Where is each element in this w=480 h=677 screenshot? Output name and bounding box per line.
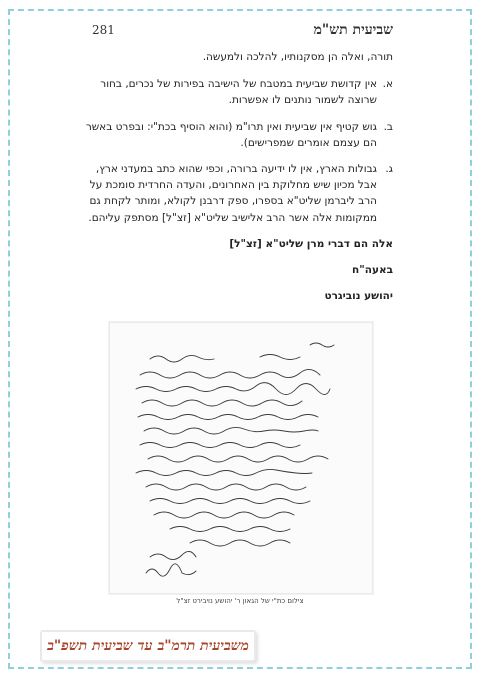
body-text (85, 49, 393, 314)
list-item (85, 119, 393, 151)
list-item-text: גוש קטיף אין שביעית ואין תרו"מ (והוא הוסיף בכת"י: ובפרט באשר הם עצמם אומרים שמפרישים). (85, 120, 377, 149)
list-item-letter: א. (382, 78, 393, 91)
handwriting-scribble (110, 323, 372, 593)
intro-paragraph: תורה, ואלה הן מסקנותיו, להלכה ולמעשה. (202, 51, 393, 63)
list-item (85, 161, 393, 226)
greeting: באעה"ח (352, 264, 393, 277)
list-item-letter: ג. (385, 163, 393, 176)
handwritten-letter-image (109, 322, 373, 594)
page-number: 281 (92, 23, 115, 37)
running-header-title: שביעית תש"מ (313, 22, 393, 38)
list-item-text: אין קדושת שביעית במטבח של הישיבה בפירות של נכרים, בחור שרוצה לשמור נותנים לו אפשרות. (100, 78, 377, 107)
footer-banner-text: משביעית תרמ"ב עד שביעית תשפ"ב (47, 637, 249, 654)
list-item (85, 76, 393, 108)
footer-banner (40, 630, 256, 662)
list-item-text: גבולות הארץ, אין לו ידיעה ברורה, וכפי שהוא כתב במעדני ארץ, אבל מכיון שיש מחלוקת בין האחרונים, והעדה החרדית סומכת על הרב ליברמן שליט"א בספרו, ספק דרבנן לקולא, ומותר לקחת גם ממקומות אלה אשר הרב אלישיב שליט"א [זצ"ל] מסתפק עליהם. (88, 163, 377, 224)
list-item-letter: ב. (383, 120, 393, 133)
signature-name: יהושע נוביגרט (324, 290, 393, 303)
running-header (92, 21, 393, 45)
image-caption: צילום כת"י של הגאון ר' יהושע נויבירט זצ"ל (176, 597, 304, 605)
closing-line: אלה הם דברי מרן שליט"א [זצ"ל] (229, 237, 393, 250)
